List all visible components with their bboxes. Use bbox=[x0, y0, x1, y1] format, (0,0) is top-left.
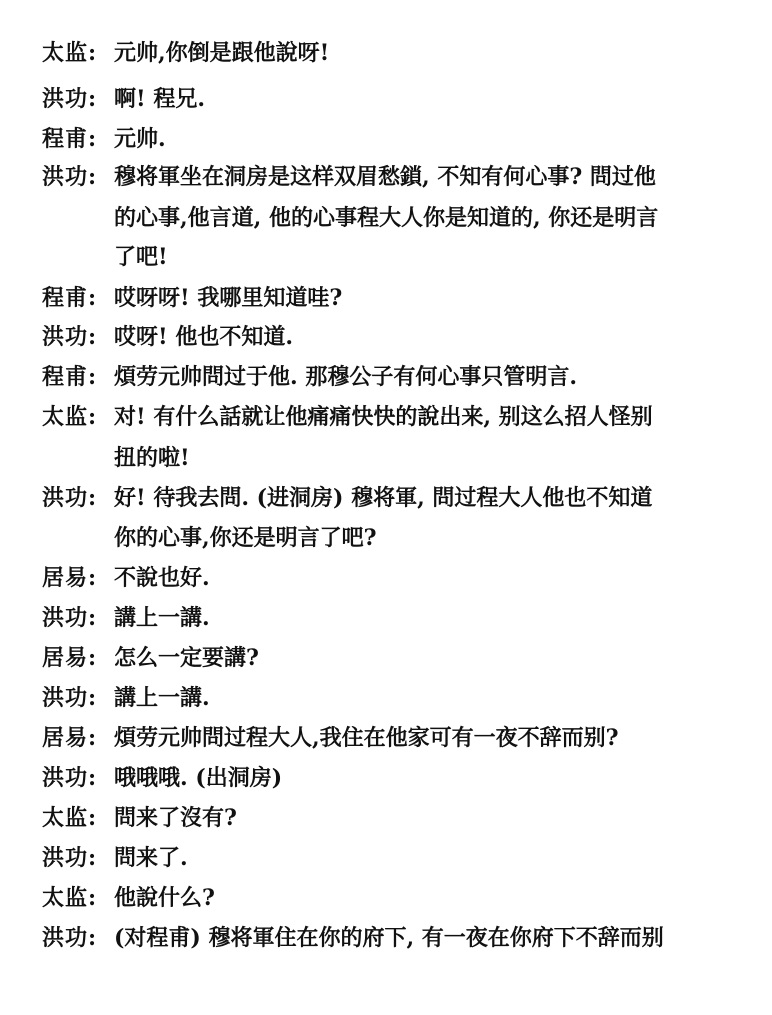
speaker-label: 洪功: bbox=[42, 164, 98, 190]
dialogue-text: 煩劳元帅問过于他. 那穆公子有何心事只管明言. bbox=[114, 364, 577, 390]
speaker-label: 太监: bbox=[42, 40, 98, 66]
dialogue-continuation: 你的心事,你还是明言了吧? bbox=[114, 525, 377, 551]
speaker-label: 洪功: bbox=[42, 324, 98, 350]
speaker-label: 程甫: bbox=[42, 126, 98, 152]
dialogue-text: 他說什么? bbox=[114, 885, 215, 911]
speaker-label: 洪功: bbox=[42, 485, 98, 511]
speaker-label: 洪功: bbox=[42, 86, 98, 112]
dialogue-text: 对! 有什么話就让他痛痛快快的說出来, 别这么招人怪别 bbox=[114, 404, 653, 430]
dialogue-text: 哦哦哦. (出洞房) bbox=[114, 765, 283, 791]
dialogue-continuation: 扭的啦! bbox=[114, 445, 190, 471]
speaker-label: 程甫: bbox=[42, 285, 98, 311]
dialogue-text: 怎么一定要講? bbox=[114, 645, 259, 671]
speaker-label: 洪功: bbox=[42, 685, 98, 711]
speaker-label: 太监: bbox=[42, 404, 98, 430]
dialogue-text: 煩劳元帅問过程大人,我住在他家可有一夜不辞而别? bbox=[114, 725, 619, 751]
dialogue-text: 哎呀! 他也不知道. bbox=[114, 324, 293, 350]
dialogue-text: 哎呀呀! 我哪里知道哇? bbox=[114, 285, 343, 311]
dialogue-text: 問来了. bbox=[114, 845, 188, 871]
speaker-label: 洪功: bbox=[42, 845, 98, 871]
speaker-label: 居易: bbox=[42, 645, 98, 671]
speaker-label: 洪功: bbox=[42, 765, 98, 791]
dialogue-text: 講上一講. bbox=[114, 605, 210, 631]
dialogue-text: 啊! 程兄. bbox=[114, 86, 205, 112]
dialogue-text: 元帅. bbox=[114, 126, 166, 152]
dialogue-continuation: 的心事,他言道, 他的心事程大人你是知道的, 你还是明言 bbox=[114, 205, 659, 231]
speaker-label: 程甫: bbox=[42, 364, 98, 390]
dialogue-continuation: 了吧! bbox=[114, 244, 168, 270]
dialogue-text: 問来了沒有? bbox=[114, 805, 237, 831]
dialogue-text: 元帅,你倒是跟他說呀! bbox=[114, 40, 330, 66]
speaker-label: 太监: bbox=[42, 885, 98, 911]
dialogue-text: 不說也好. bbox=[114, 565, 210, 591]
speaker-label: 洪功: bbox=[42, 925, 98, 951]
dialogue-text: 好! 待我去問. (进洞房) 穆将軍, 問过程大人他也不知道 bbox=[114, 485, 653, 511]
speaker-label: 太监: bbox=[42, 805, 98, 831]
dialogue-text: 講上一講. bbox=[114, 685, 210, 711]
speaker-label: 居易: bbox=[42, 565, 98, 591]
dialogue-text: 穆将軍坐在洞房是这样双眉愁鎖, 不知有何心事? 問过他 bbox=[114, 164, 656, 190]
speaker-label: 洪功: bbox=[42, 605, 98, 631]
speaker-label: 居易: bbox=[42, 725, 98, 751]
dialogue-text: (对程甫) 穆将軍住在你的府下, 有一夜在你府下不辞而别 bbox=[114, 925, 664, 951]
